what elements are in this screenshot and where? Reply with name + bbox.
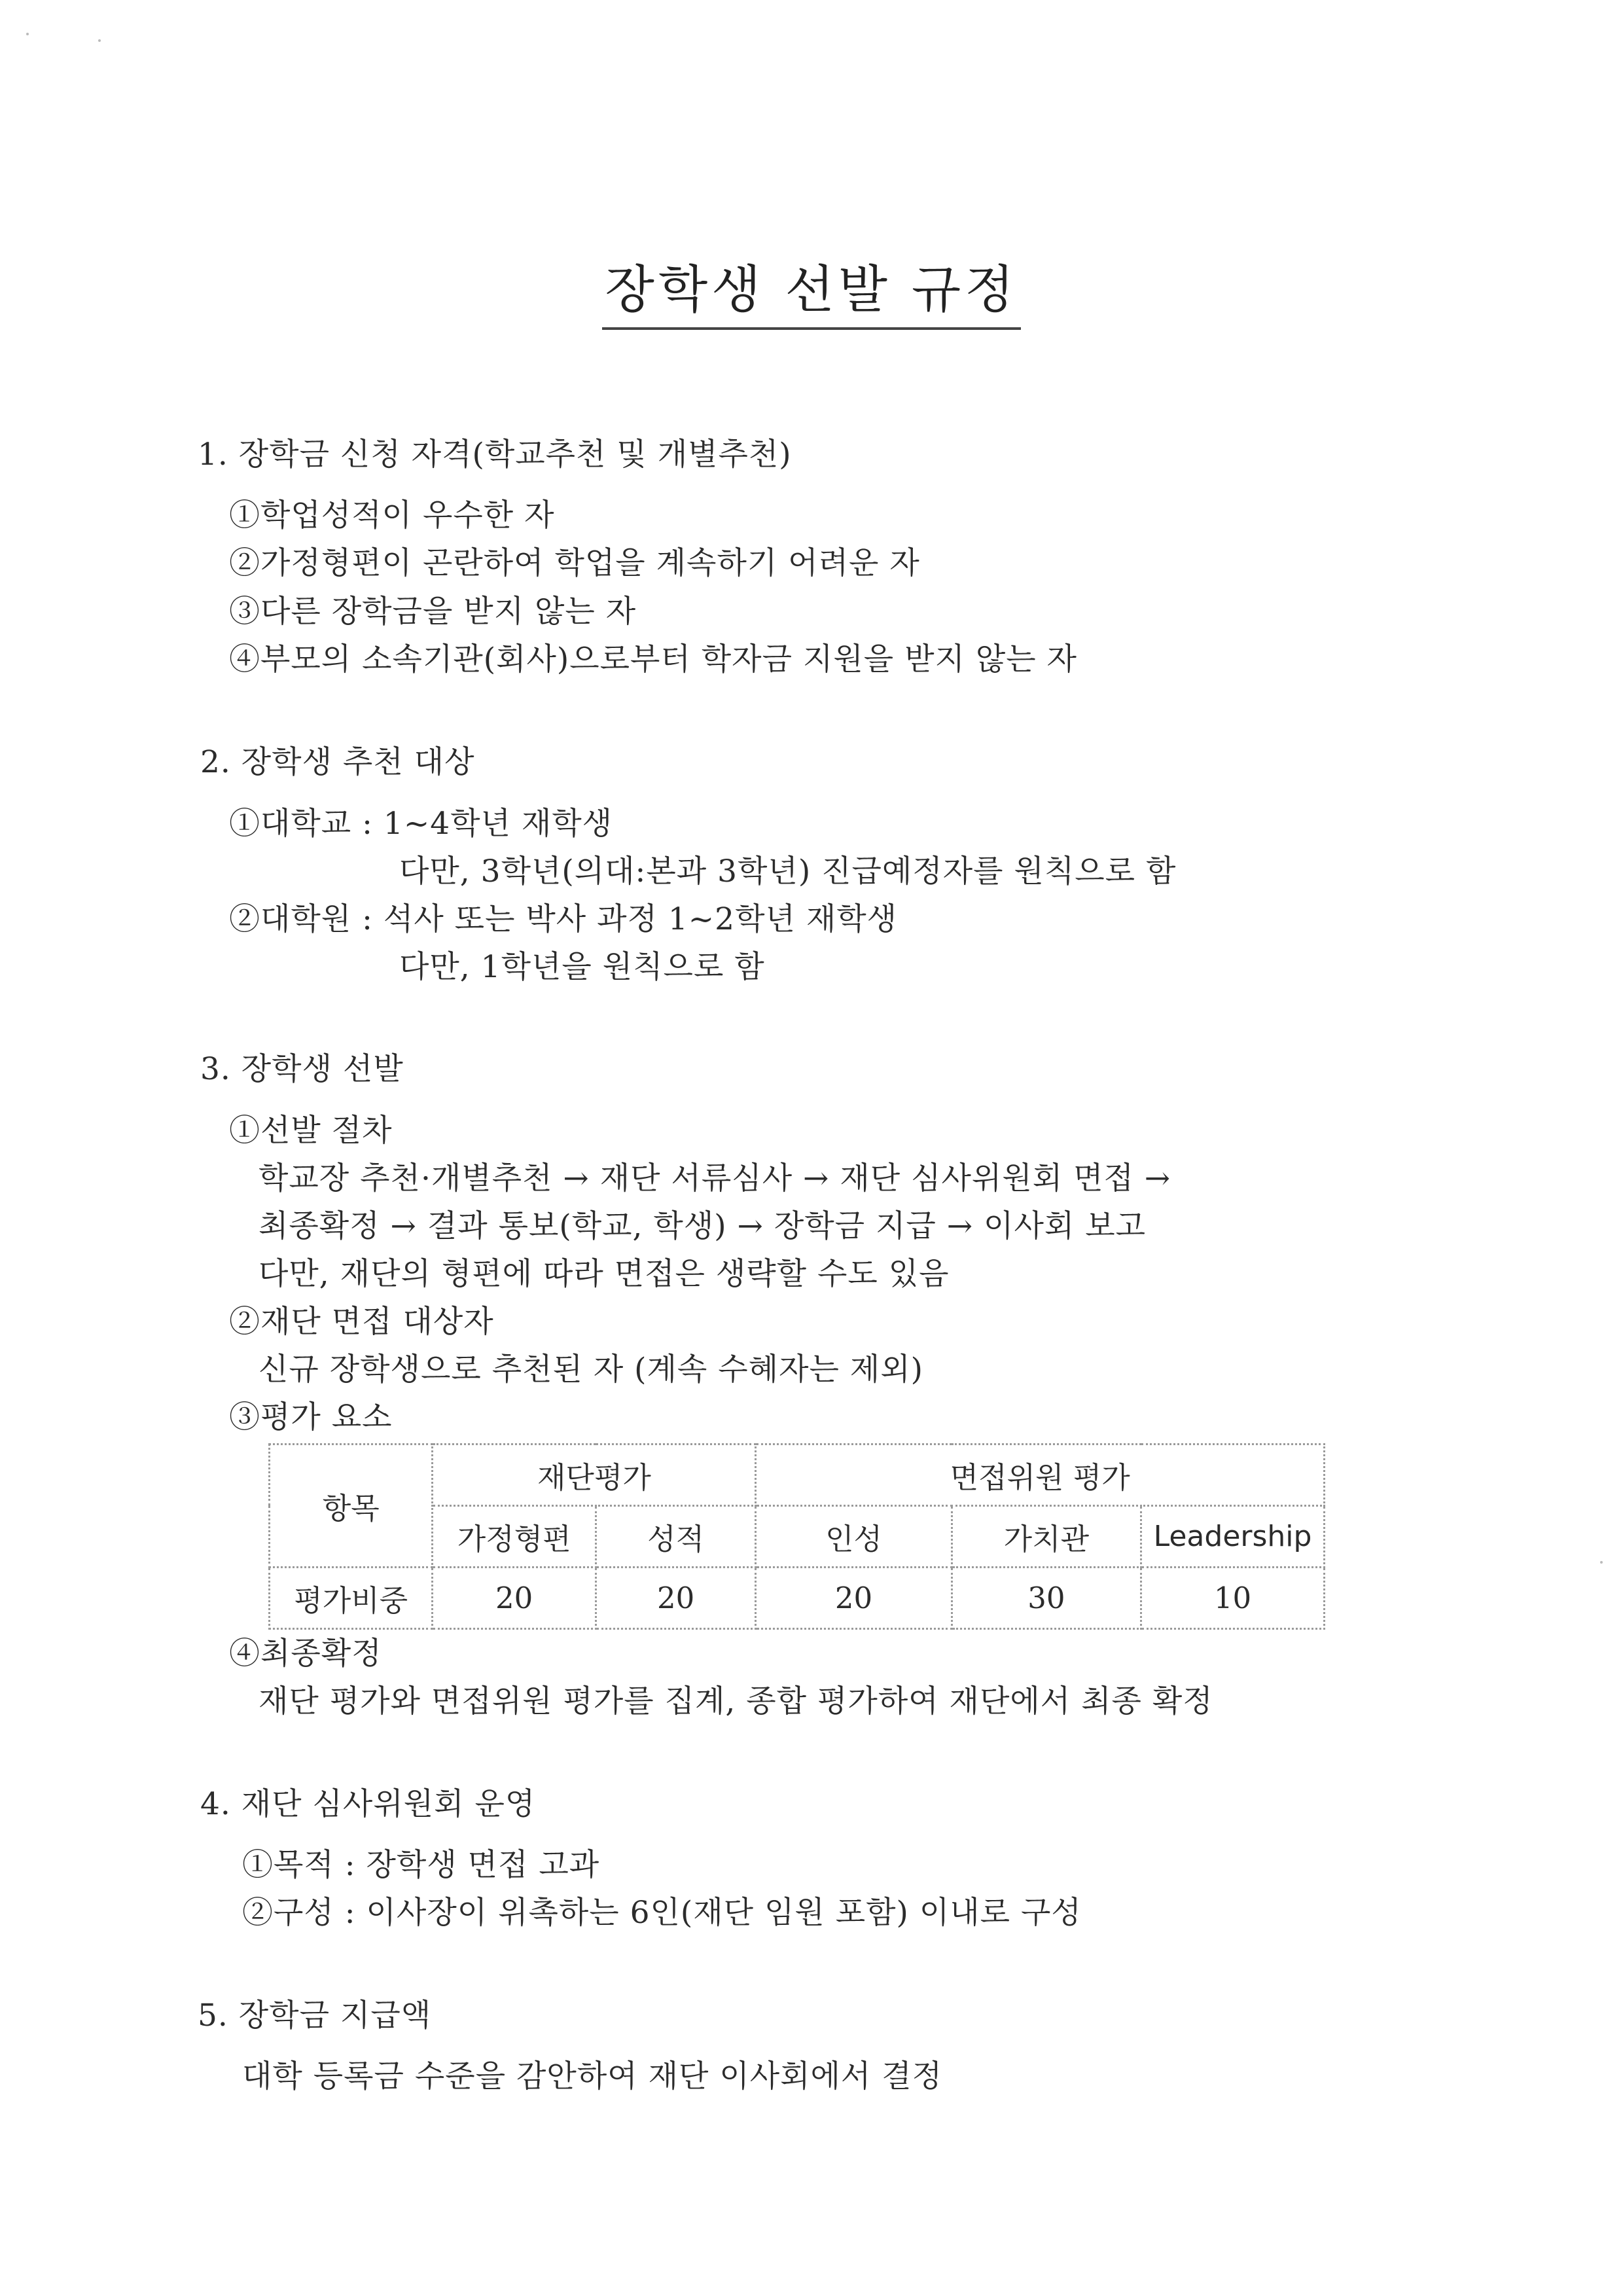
table-cell: 20 [433,1568,596,1629]
table-column-header: 인성 [756,1506,952,1568]
table-cell: 10 [1141,1568,1325,1629]
s3-interview-title: ②재단 면접 대상자 [229,1304,494,1340]
table-column-header: 가정형편 [433,1506,596,1568]
s3-final-line: 재단 평가와 면접위원 평가를 집계, 종합 평가하여 재단에서 최종 확정 [259,1683,1213,1719]
s2-graduate: ②대학원 : 석사 또는 박사 과정 1~2학년 재학생 [229,901,898,937]
s3-procedure-line: 다만, 재단의 형편에 따라 면접은 생략할 수도 있음 [259,1256,950,1292]
table-header-item: 항목 [270,1444,433,1568]
section-4-heading: 4. 재단 심사위원회 운영 [200,1786,536,1822]
s4-item: ②구성 : 이사장이 위촉하는 6인(재단 임원 포함) 이내로 구성 [242,1895,1082,1931]
table-column-header: Leadership [1141,1506,1325,1568]
table-column-header: 성적 [596,1506,755,1568]
s3-evaluation-title: ③평가 요소 [229,1399,393,1435]
s3-procedure-line: 최종확정 → 결과 통보(학교, 학생) → 장학금 지급 → 이사회 보고 [259,1208,1146,1244]
s3-procedure-line: 학교장 추천·개별추천 → 재단 서류심사 → 재단 심사위원회 면접 → [259,1160,1171,1196]
table-column-header: 가치관 [952,1506,1141,1568]
s2-university-note: 다만, 3학년(의대:본과 3학년) 진급예정자를 원칙으로 함 [399,853,1177,889]
table-header-interview: 면접위원 평가 [756,1444,1325,1506]
section-1-heading: 1. 장학금 신청 자격(학교추천 및 개별추천) [198,437,792,473]
scan-speck [26,33,29,35]
scan-speck [98,39,101,42]
s2-graduate-note: 다만, 1학년을 원칙으로 함 [399,949,765,985]
s4-item: ①목적 : 장학생 면접 고과 [242,1847,600,1883]
table-cell: 20 [756,1568,952,1629]
table-cell: 30 [952,1568,1141,1629]
document-title: 장학생 선발 규정 [0,249,1623,330]
s3-final-title: ④최종확정 [229,1636,382,1672]
s1-item: ①학업성적이 우수한 자 [229,497,555,533]
section-2-heading: 2. 장학생 추천 대상 [200,744,475,780]
table-header-foundation: 재단평가 [433,1444,756,1506]
s1-item: ②가정형편이 곤란하여 학업을 계속하기 어려운 자 [229,545,920,581]
scan-speck [1600,1561,1603,1564]
section-3-heading: 3. 장학생 선발 [200,1051,404,1087]
s5-line: 대학 등록금 수준을 감안하여 재단 이사회에서 결정 [242,2058,943,2094]
section-5-heading: 5. 장학금 지급액 [198,1998,432,2034]
s3-interview-line: 신규 장학생으로 추천된 자 (계속 수혜자는 제외) [259,1352,923,1388]
s1-item: ③다른 장학금을 받지 않는 자 [229,594,637,630]
table-cell: 20 [596,1568,755,1629]
s1-item: ④부모의 소속기관(회사)으로부터 학자금 지원을 받지 않는 자 [229,641,1077,677]
s2-university: ①대학교 : 1~4학년 재학생 [229,806,613,842]
table-row-label: 평가비중 [270,1568,433,1629]
evaluation-table [268,1443,1325,1630]
s3-procedure-title: ①선발 절차 [229,1113,393,1149]
